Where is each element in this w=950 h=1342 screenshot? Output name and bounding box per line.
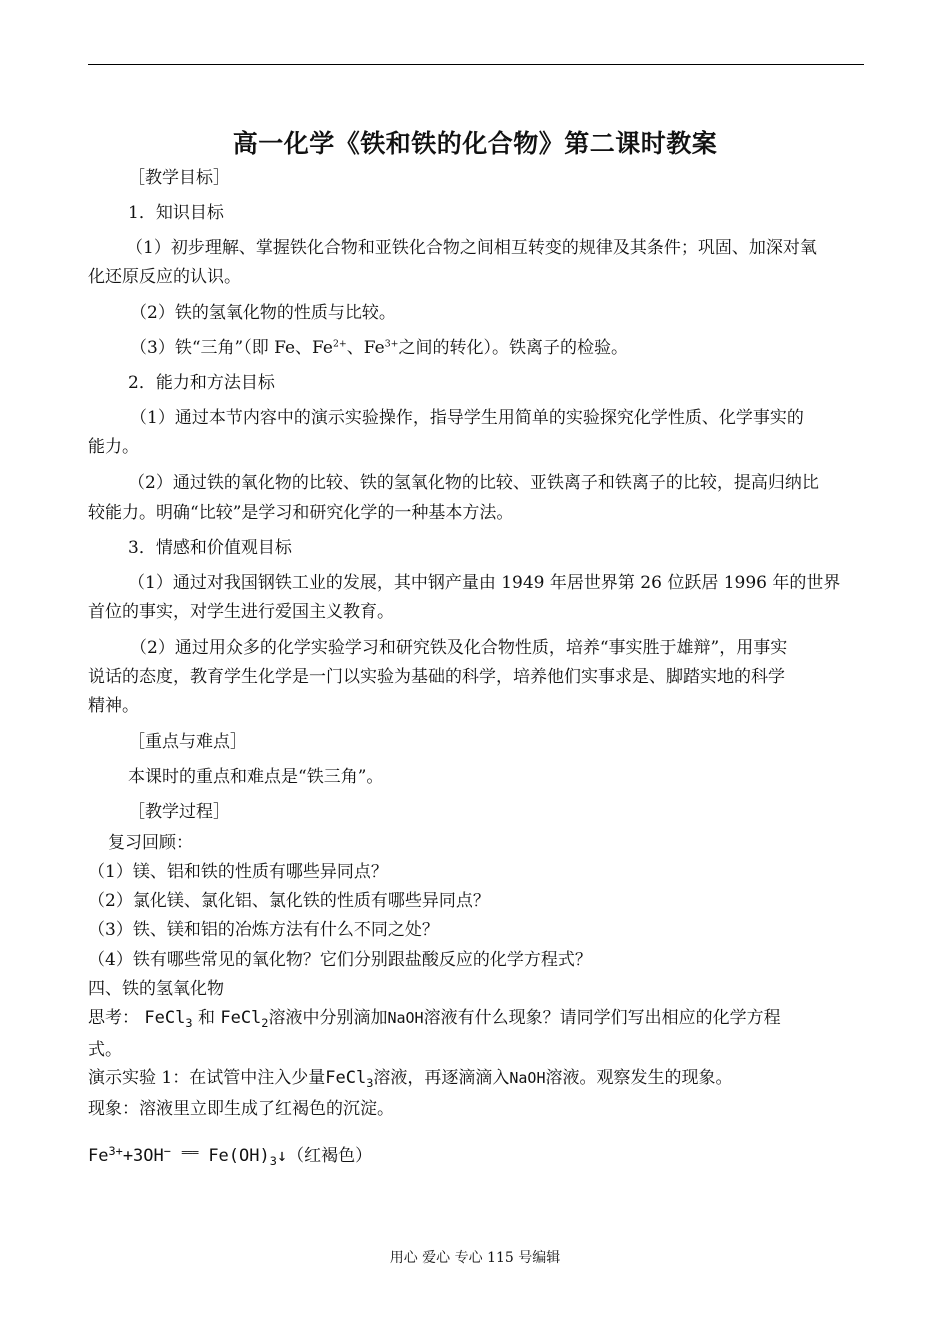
knowledge-item-2: （2）铁的氢氧化物的性质与比较。: [130, 303, 396, 323]
demo-text-a: 演示实验 1：在试管中注入少量: [88, 1068, 326, 1088]
subheading-knowledge: 1．知识目标: [128, 203, 224, 223]
emotion-item-2-line2: 说话的态度，教育学生化学是一门以实验为基础的科学，培养他们实事求是、脚踏实地的科学: [88, 667, 785, 687]
emotion-item-2-line3: 精神。: [88, 696, 139, 716]
equation-product-subscript: 3: [269, 1154, 277, 1169]
knowledge-item-3-text-c: 之间的转化）。铁离子的检验。: [398, 338, 628, 358]
think-text-c: 溶液有什么现象？请同学们写出相应的化学方程: [423, 1008, 781, 1028]
fe3-charge: 3+: [384, 338, 399, 350]
ability-item-1-line1: （1）通过本节内容中的演示实验操作，指导学生用简单的实验探究化学性质、化学事实的: [130, 408, 804, 428]
knowledge-item-1-line1: （1）初步理解、掌握铁化合物和亚铁化合物之间相互转变的规律及其条件；巩固、加深对氧: [126, 238, 817, 258]
page-footer: 用心 爱心 专心 115 号编辑: [389, 1250, 561, 1266]
key-points-text: 本课时的重点和难点是“铁三角”。: [128, 767, 384, 787]
section-heading-objectives: ［教学目标］: [128, 168, 230, 188]
section-4-heading: 四、铁的氢氧化物: [88, 979, 224, 999]
review-question-2: （2）氯化镁、氯化铝、氯化铁的性质有哪些异同点？: [88, 891, 490, 911]
equation-equals-sign: ===: [181, 1146, 199, 1159]
review-question-3: （3）铁、镁和铝的冶炼方法有什么不同之处？: [88, 920, 439, 940]
formula-fecl3-base: FeCl: [144, 1008, 186, 1028]
formula-naoh-demo: NaOH: [509, 1069, 546, 1087]
subheading-emotion: 3．情感和价值观目标: [128, 538, 292, 558]
chemical-equation: [88, 1143, 373, 1169]
equation-product: Fe(OH): [208, 1145, 270, 1166]
review-heading: 复习回顾：: [108, 833, 193, 853]
demo-text-c: 溶液。观察发生的现象。: [545, 1068, 733, 1088]
review-question-1: （1）镁、铝和铁的性质有哪些异同点？: [88, 862, 388, 882]
subheading-ability: 2．能力和方法目标: [128, 373, 275, 393]
knowledge-item-1-line2: 化还原反应的认识。: [88, 267, 241, 287]
knowledge-item-3-text-a: （3）铁“三角”（即 Fe、Fe: [130, 338, 333, 358]
demo-experiment-1: [88, 1068, 733, 1091]
equation-color-note: （红褐色）: [287, 1145, 373, 1166]
formula-fecl2-base: FeCl: [220, 1008, 262, 1028]
formula-fecl3-demo-subscript: 3: [366, 1076, 374, 1091]
ability-item-1-line2: 能力。: [88, 437, 139, 457]
formula-fecl3-demo: [325, 1068, 374, 1091]
knowledge-item-3: [130, 338, 628, 358]
header-rule: [88, 64, 864, 65]
think-and: 和: [197, 1008, 215, 1028]
formula-fecl3-subscript: 3: [185, 1016, 193, 1031]
section-heading-process: ［教学过程］: [128, 802, 230, 822]
document-title: 高一化学《铁和铁的化合物》第二课时教案: [232, 129, 718, 158]
formula-fecl2: [220, 1008, 269, 1031]
formula-naoh: NaOH: [387, 1009, 424, 1027]
emotion-item-1-line1: （1）通过对我国钢铁工业的发展，其中钢产量由 1949 年居世界第 26 位跃居 1996 年的世界: [128, 573, 841, 593]
fe2-charge: 2+: [332, 338, 347, 350]
formula-fecl2-subscript: 2: [261, 1016, 269, 1031]
equation-hydroxide-charge: −: [163, 1144, 171, 1158]
review-question-4: （4）铁有哪些常见的氧化物？它们分别跟盐酸反应的化学方程式？: [88, 950, 592, 970]
equation-fe: Fe: [88, 1145, 109, 1166]
demo-text-b: 溶液，再逐滴滴入: [373, 1068, 510, 1088]
formula-fecl3: [144, 1008, 193, 1031]
phenomenon-text: 现象：溶液里立即生成了红褐色的沉淀。: [88, 1099, 394, 1119]
equation-hydroxide: +3OH: [122, 1145, 164, 1166]
equation-fe-charge: 3+: [108, 1144, 123, 1158]
think-label: 思考：: [88, 1008, 139, 1028]
section-heading-key-points: ［重点与难点］: [128, 732, 247, 752]
think-question-line1: [88, 1008, 781, 1031]
precipitate-arrow-icon: ↓: [276, 1145, 288, 1166]
formula-fecl3-demo-base: FeCl: [325, 1068, 367, 1088]
think-text-b: 溶液中分别滴加: [268, 1008, 388, 1028]
ability-item-2-line1: （2）通过铁的氧化物的比较、铁的氢氧化物的比较、亚铁离子和铁离子的比较，提高归纳比: [128, 473, 819, 493]
emotion-item-1-line2: 首位的事实，对学生进行爱国主义教育。: [88, 602, 394, 622]
knowledge-item-3-text-b: 、Fe: [346, 338, 385, 358]
ability-item-2-line2: 较能力。明确“比较”是学习和研究化学的一种基本方法。: [88, 503, 514, 523]
think-question-line2: 式。: [88, 1040, 122, 1060]
emotion-item-2-line1: （2）通过用众多的化学实验学习和研究铁及化合物性质，培养“事实胜于雄辩”，用事实: [130, 638, 788, 658]
